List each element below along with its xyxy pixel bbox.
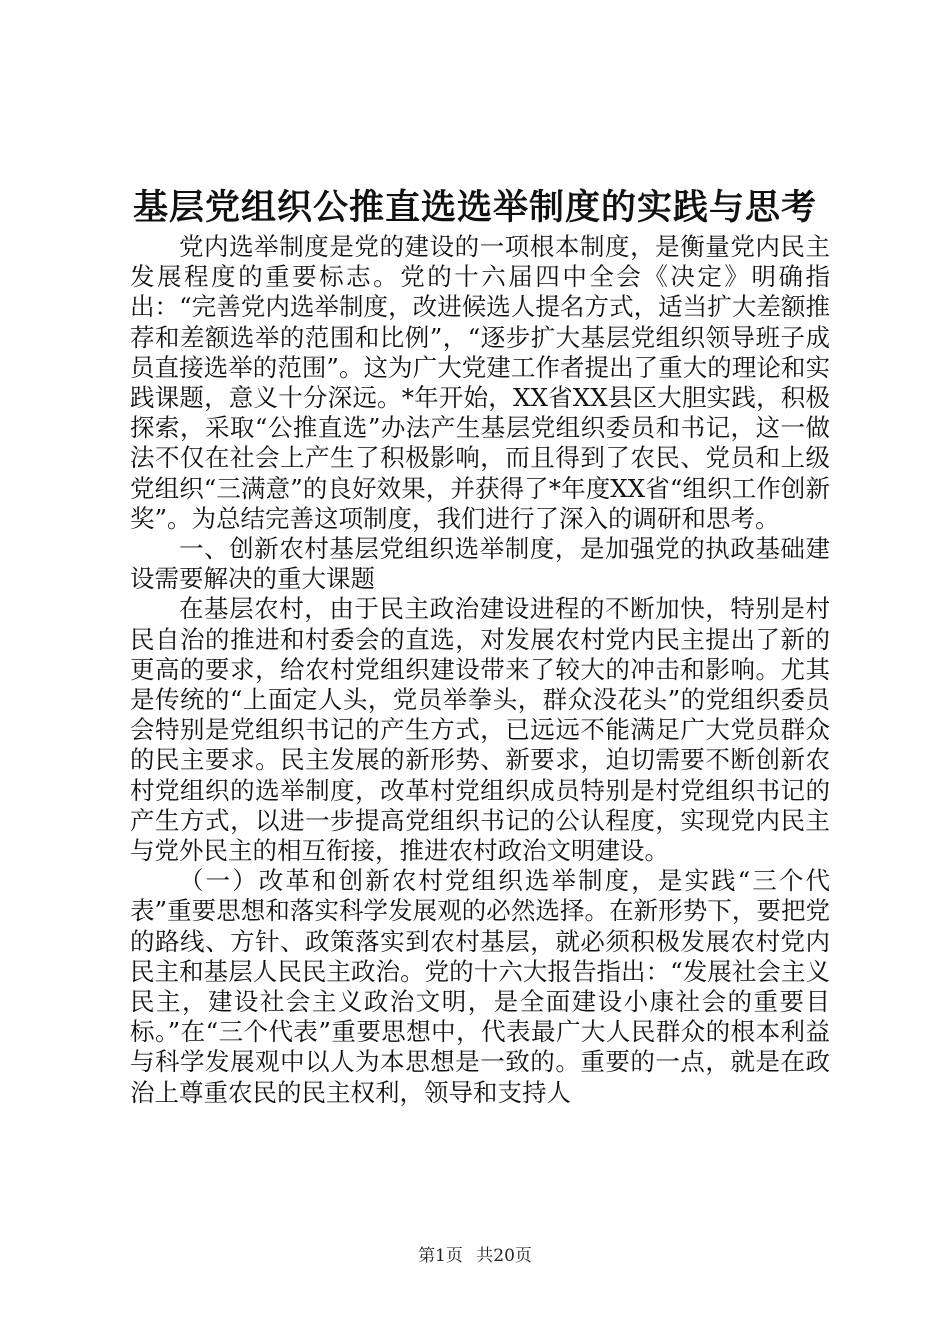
- paragraph-subsection-one: （一）改革和创新农村党组织选举制度，是实践“三个代表”重要思想和落实科学发展观的必然选择。在新形势下，要把党的路线、方针、政策落实到农村基层，就必须积极发展农村党内民主和基层人民民主政治。党的十六大报告指出：“发展社会主义民主，建设社会主义政治文明，是全面建设小康社会的重要目标。”在“三个代表”重要思想中，代表最广大人民群众的根本利益与科学发展观中以人为本思想是一致的。重要的一点，就是在政治上尊重农民的民主权利，领导和支持人: [130, 866, 830, 1107]
- document-body: [130, 232, 830, 1108]
- paragraph-section-heading: 一、创新农村基层党组织选举制度，是加强党的执政基础建设需要解决的重大课题: [130, 534, 830, 594]
- document-title: 基层党组织公推直选选举制度的实践与思考: [132, 187, 817, 228]
- page-footer: [0, 1244, 950, 1268]
- paragraph-intro: 党内选举制度是党的建设的一项根本制度，是衡量党内民主发展程度的重要标志。党的十六届四中全会《决定》明确指出：“完善党内选举制度，改进候选人提名方式，适当扩大差额推荐和差额选举的范围和比例”，“逐步扩大基层党组织领导班子成员直接选举的范围”。这为广大党建工作者提出了重大的理论和实践课题，意义十分深远。*年开始，XX省XX县区大胆实践，积极探索，采取“公推直选”办法产生基层党组织委员和书记，这一做法不仅在社会上产生了积极影响，而且得到了农民、党员和上级党组织“三满意”的良好效果，并获得了*年度XX省“组织工作创新奖”。为总结完善这项制度，我们进行了深入的调研和思考。: [130, 232, 830, 533]
- paragraph-background: 在基层农村，由于民主政治建设进程的不断加快，特别是村民自治的推进和村委会的直选，对发展农村党内民主提出了新的更高的要求，给农村党组织建设带来了较大的冲击和影响。尤其是传统的“上面定人头，党员举拳头，群众没花头”的党组织委员会特别是党组织书记的产生方式，已远远不能满足广大党员群众的民主要求。民主发展的新形势、新要求，迫切需要不断创新农村党组织的选举制度，改革村党组织成员特别是村党组织书记的产生方式，以进一步提高党组织书记的公认程度，实现党内民主与党外民主的相互衔接，推进农村政治文明建设。: [130, 594, 830, 866]
- page-total: 共20页: [476, 1246, 532, 1266]
- page-number: 第1页: [418, 1246, 463, 1266]
